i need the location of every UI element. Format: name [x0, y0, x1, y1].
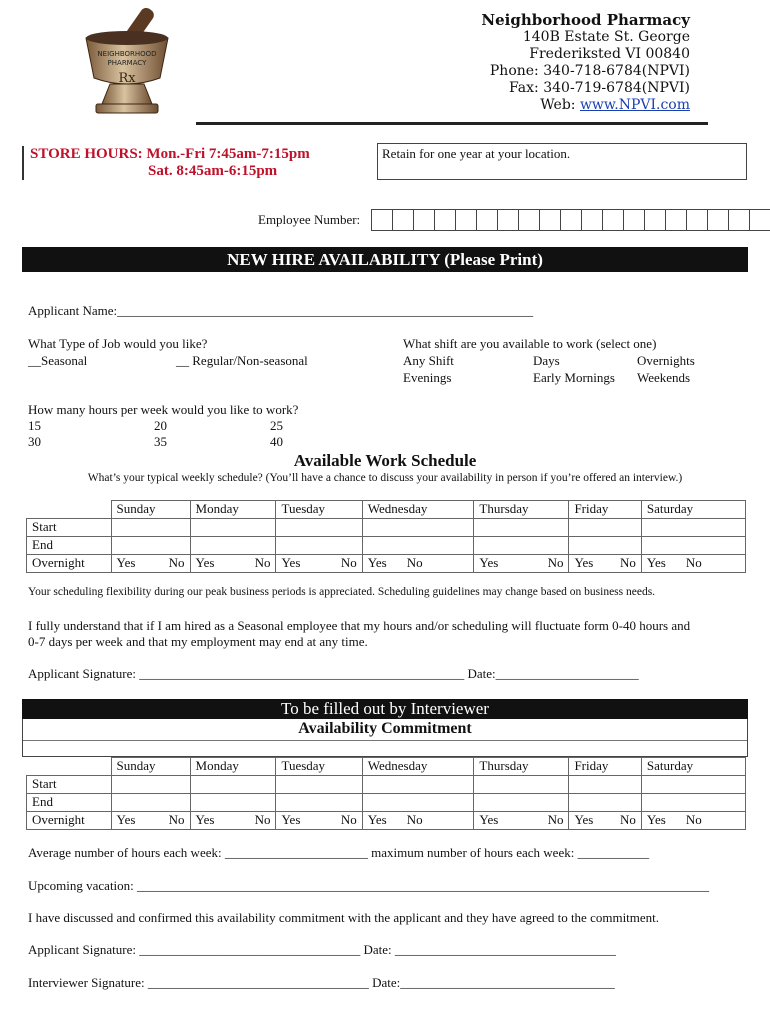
- commitment-blank-row[interactable]: [23, 740, 747, 757]
- phone: Phone: 340-718-6784(NPVI): [489, 63, 690, 79]
- yes-option[interactable]: Yes: [281, 555, 301, 570]
- title-bar: NEW HIRE AVAILABILITY (Please Print): [22, 247, 748, 272]
- cell[interactable]: [569, 537, 641, 555]
- yes-no-cell[interactable]: [111, 555, 190, 573]
- day-thursday: Thursday: [474, 758, 569, 776]
- no-option[interactable]: No: [254, 812, 271, 827]
- pharmacy-name: Neighborhood Pharmacy: [481, 11, 690, 29]
- store-hours: [22, 146, 310, 180]
- availability-table: [26, 500, 746, 573]
- day-tuesday: Tuesday: [276, 758, 362, 776]
- cell[interactable]: [111, 776, 190, 794]
- flexibility-note: Your scheduling flexibility during our peak business periods is appreciated. Scheduling guidelines may change based on business needs.: [28, 586, 656, 598]
- commitment-table: [26, 757, 746, 830]
- no-option[interactable]: No: [406, 812, 423, 827]
- hours-35[interactable]: 35: [154, 434, 167, 449]
- hours-40[interactable]: 40: [270, 434, 283, 449]
- digit-box[interactable]: [665, 209, 687, 231]
- overnight-row: [27, 555, 746, 573]
- digit-box[interactable]: [518, 209, 540, 231]
- yes-option[interactable]: Yes: [116, 812, 136, 827]
- digit-box[interactable]: [434, 209, 456, 231]
- yes-no-cell[interactable]: [474, 812, 569, 830]
- cell[interactable]: [641, 537, 745, 555]
- logo-rx: Rx: [118, 71, 136, 86]
- end-row: [27, 537, 746, 555]
- no-option[interactable]: No: [685, 555, 702, 570]
- hours-30[interactable]: 30: [28, 434, 41, 449]
- row-label-start: Start: [27, 519, 112, 537]
- yes-option[interactable]: Yes: [367, 555, 387, 570]
- interviewer-bar: To be filled out by Interviewer: [22, 699, 748, 719]
- cell[interactable]: [569, 776, 641, 794]
- hours-15[interactable]: 15: [28, 418, 41, 433]
- yes-option[interactable]: Yes: [646, 555, 666, 570]
- yes-option[interactable]: Yes: [116, 555, 136, 570]
- yes-no-cell[interactable]: [111, 812, 190, 830]
- day-monday: Monday: [190, 501, 276, 519]
- digit-box[interactable]: [623, 209, 645, 231]
- cell[interactable]: [474, 537, 569, 555]
- header-divider: [196, 122, 708, 125]
- start-row: [27, 776, 746, 794]
- day-sunday: Sunday: [111, 501, 190, 519]
- yes-no-cell[interactable]: [276, 555, 362, 573]
- day-monday: Monday: [190, 758, 276, 776]
- day-thursday: Thursday: [474, 501, 569, 519]
- understand-line-1: I fully understand that if I am hired as a Seasonal employee that my hours and/or scheduling will fluctuate form 0-40 hours and: [28, 618, 691, 633]
- pharmacy-logo: [72, 4, 182, 120]
- digit-box[interactable]: [371, 209, 393, 231]
- commitment-box: [22, 719, 748, 757]
- schedule-subtitle: What’s your typical weekly schedule? (You’ll have a chance to discuss your availability in person if you’re offered an interview.): [87, 472, 683, 484]
- digit-box[interactable]: [560, 209, 582, 231]
- cell[interactable]: [190, 776, 276, 794]
- cell[interactable]: [276, 794, 362, 812]
- row-label-overnight: Overnight: [27, 812, 112, 830]
- shift-any[interactable]: Any Shift: [403, 353, 454, 368]
- cell[interactable]: [474, 519, 569, 537]
- end-row: [27, 794, 746, 812]
- digit-box[interactable]: [644, 209, 666, 231]
- shift-evenings[interactable]: Evenings: [403, 370, 452, 385]
- yes-no-cell[interactable]: [474, 555, 569, 573]
- applicant-signature-line[interactable]: Applicant Signature: __________________________________________________ Date:______________________: [28, 666, 639, 681]
- cell[interactable]: [641, 794, 745, 812]
- digit-box[interactable]: [392, 209, 414, 231]
- no-option[interactable]: No: [168, 812, 185, 827]
- yes-no-cell[interactable]: [362, 812, 474, 830]
- shift-early-mornings[interactable]: Early Mornings: [533, 370, 615, 385]
- corner-cell: [27, 758, 112, 776]
- digit-box[interactable]: [539, 209, 561, 231]
- cell[interactable]: [190, 537, 276, 555]
- cell[interactable]: [474, 794, 569, 812]
- commitment-title: Availability Commitment: [298, 720, 472, 737]
- row-label-end: End: [27, 537, 112, 555]
- job-type-question: What Type of Job would you like?: [28, 336, 208, 351]
- digit-box[interactable]: [476, 209, 498, 231]
- corner-cell: [27, 501, 112, 519]
- row-label-end: End: [27, 794, 112, 812]
- applicant-name[interactable]: Applicant Name:________________________________________________________________: [28, 303, 534, 318]
- yes-option[interactable]: Yes: [574, 555, 594, 570]
- row-label-overnight: Overnight: [27, 555, 112, 573]
- cell[interactable]: [190, 794, 276, 812]
- digit-box[interactable]: [497, 209, 519, 231]
- start-row: [27, 519, 746, 537]
- day-sunday: Sunday: [111, 758, 190, 776]
- no-option[interactable]: No: [547, 812, 564, 827]
- address-line-1: 140B Estate St. George: [522, 29, 690, 45]
- yes-option[interactable]: Yes: [479, 555, 499, 570]
- digit-box[interactable]: [749, 209, 770, 231]
- hours-20[interactable]: 20: [154, 418, 167, 433]
- logo-text-2: PHARMACY: [107, 59, 147, 67]
- upcoming-vacation-line[interactable]: Upcoming vacation: ________________________________________________________________________________________: [28, 878, 710, 893]
- no-option[interactable]: No: [547, 555, 564, 570]
- row-label-start: Start: [27, 776, 112, 794]
- yes-option[interactable]: Yes: [479, 812, 499, 827]
- schedule-heading: Available Work Schedule: [293, 451, 477, 470]
- digit-box[interactable]: [686, 209, 708, 231]
- day-saturday: Saturday: [641, 501, 745, 519]
- digit-box[interactable]: [728, 209, 750, 231]
- yes-no-cell[interactable]: [276, 812, 362, 830]
- understand-line-2: 0-7 days per week and that my employment may end at any time.: [28, 634, 368, 649]
- no-option[interactable]: No: [620, 555, 636, 570]
- no-option[interactable]: No: [620, 812, 636, 827]
- cell[interactable]: [111, 537, 190, 555]
- shift-weekends[interactable]: Weekends: [637, 370, 691, 385]
- employee-number-boxes[interactable]: [372, 209, 770, 231]
- yes-option[interactable]: Yes: [195, 555, 215, 570]
- discussed-statement: I have discussed and confirmed this availability commitment with the applicant and they have agreed to the commitment.: [28, 910, 660, 925]
- digit-box[interactable]: [707, 209, 729, 231]
- yes-option[interactable]: Yes: [574, 812, 594, 827]
- digit-box[interactable]: [455, 209, 477, 231]
- cell[interactable]: [111, 519, 190, 537]
- address-line-2: Frederiksted VI 00840: [529, 46, 690, 62]
- web-link[interactable]: www.NPVI.com: [579, 97, 690, 113]
- digit-box[interactable]: [602, 209, 624, 231]
- shift-overnights[interactable]: Overnights: [637, 353, 695, 368]
- yes-option[interactable]: Yes: [367, 812, 387, 827]
- store-hours-line-2: Sat. 8:45am-6:15pm: [148, 163, 278, 179]
- yes-option[interactable]: Yes: [646, 812, 666, 827]
- cell[interactable]: [362, 519, 474, 537]
- retain-box: Retain for one year at your location.: [377, 143, 747, 180]
- logo-text-1: NEIGHBORHOOD: [97, 50, 157, 58]
- hours-25[interactable]: 25: [270, 418, 283, 433]
- no-option[interactable]: No: [340, 555, 357, 570]
- web-label: Web:: [540, 97, 576, 113]
- cell[interactable]: [569, 519, 641, 537]
- day-friday: Friday: [569, 758, 641, 776]
- job-regular[interactable]: __ Regular/Non-seasonal: [176, 353, 308, 368]
- yes-no-cell[interactable]: [362, 555, 474, 573]
- yes-option[interactable]: Yes: [195, 812, 215, 827]
- no-option[interactable]: No: [254, 555, 271, 570]
- day-saturday: Saturday: [641, 758, 745, 776]
- cell[interactable]: [641, 776, 745, 794]
- overnight-row: [27, 812, 746, 830]
- cell[interactable]: [190, 519, 276, 537]
- cell[interactable]: [641, 519, 745, 537]
- applicant-signature-line-2[interactable]: Applicant Signature: __________________________________ Date: __________________________________: [28, 942, 616, 957]
- fax: Fax: 340-719-6784(NPVI): [509, 80, 690, 96]
- no-option[interactable]: No: [406, 555, 423, 570]
- digit-box[interactable]: [581, 209, 603, 231]
- cell[interactable]: [111, 794, 190, 812]
- yes-no-cell[interactable]: [190, 555, 276, 573]
- yes-no-cell[interactable]: [569, 555, 641, 573]
- shift-question: What shift are you available to work (select one): [403, 336, 657, 351]
- shift-days[interactable]: Days: [533, 353, 560, 368]
- yes-no-cell[interactable]: [569, 812, 641, 830]
- yes-no-cell[interactable]: [190, 812, 276, 830]
- cell[interactable]: [362, 794, 474, 812]
- digit-box[interactable]: [413, 209, 435, 231]
- day-wednesday: Wednesday: [362, 758, 474, 776]
- store-hours-line-1: STORE HOURS: Mon.-Fri 7:45am-7:15pm: [30, 146, 310, 162]
- pharmacy-header: [481, 12, 690, 114]
- no-option[interactable]: No: [168, 555, 185, 570]
- cell[interactable]: [276, 776, 362, 794]
- yes-no-cell[interactable]: [641, 812, 745, 830]
- yes-no-cell[interactable]: [641, 555, 745, 573]
- yes-option[interactable]: Yes: [281, 812, 301, 827]
- cell[interactable]: [569, 794, 641, 812]
- day-wednesday: Wednesday: [362, 501, 474, 519]
- hours-question: How many hours per week would you like to work?: [28, 402, 299, 417]
- employee-number-label: Employee Number:: [258, 212, 361, 227]
- job-seasonal[interactable]: __Seasonal: [28, 353, 88, 368]
- no-option[interactable]: No: [685, 812, 702, 827]
- cell[interactable]: [276, 519, 362, 537]
- cell[interactable]: [474, 776, 569, 794]
- interviewer-signature-line[interactable]: Interviewer Signature: __________________________________ Date:_________________________________: [28, 975, 615, 990]
- cell[interactable]: [362, 537, 474, 555]
- day-tuesday: Tuesday: [276, 501, 362, 519]
- cell[interactable]: [362, 776, 474, 794]
- no-option[interactable]: No: [340, 812, 357, 827]
- cell[interactable]: [276, 537, 362, 555]
- average-hours-line[interactable]: Average number of hours each week: ______________________ maximum number of hours each week: ___________: [28, 845, 650, 860]
- day-friday: Friday: [569, 501, 641, 519]
